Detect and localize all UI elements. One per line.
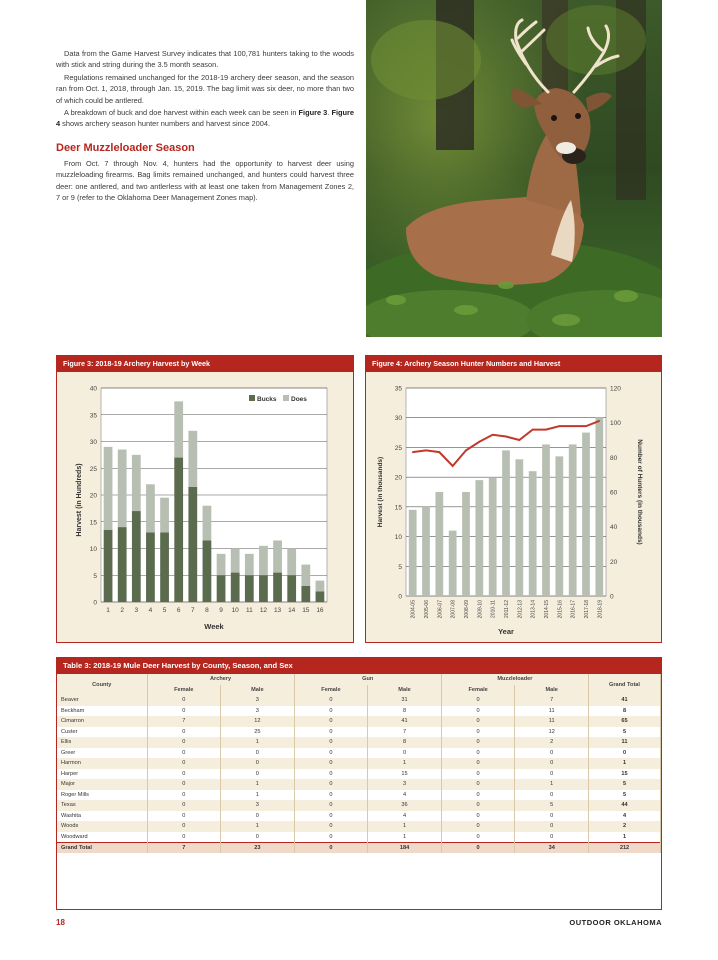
value-cell: 0	[294, 821, 368, 832]
county-cell: Cimarron	[57, 716, 147, 727]
bar-harvest	[435, 492, 443, 596]
bar-does	[118, 450, 127, 528]
figure-4	[365, 355, 662, 643]
bar-does	[301, 565, 310, 586]
bar-harvest	[489, 477, 497, 596]
value-cell: 7	[368, 727, 442, 738]
value-cell: 0	[294, 811, 368, 822]
point-hunters	[465, 450, 467, 452]
value-cell: 0	[221, 769, 295, 780]
value-cell: 0	[441, 758, 515, 769]
total-value-cell: 34	[515, 842, 589, 853]
table-row	[57, 716, 661, 727]
value-cell: 1	[221, 737, 295, 748]
bar-harvest	[555, 456, 563, 596]
y-tick-label: 35	[394, 385, 402, 393]
point-hunters	[425, 450, 427, 452]
x-tick-label: 7	[191, 607, 195, 614]
value-cell: 1	[221, 779, 295, 790]
value-cell: 0	[441, 811, 515, 822]
value-cell: 0	[515, 811, 589, 822]
x-tick-label: 16	[316, 607, 324, 614]
x-tick-label: 4	[148, 607, 153, 614]
value-cell: 12	[221, 716, 295, 727]
bar-does	[245, 554, 254, 575]
table-row	[57, 706, 661, 717]
value-cell: 0	[294, 706, 368, 717]
bar-does	[188, 431, 197, 487]
table-row	[57, 758, 661, 769]
value-cell: 8	[368, 737, 442, 748]
total-value-cell: 0	[294, 842, 368, 853]
text-run: .	[327, 108, 332, 118]
value-cell: 0	[294, 790, 368, 801]
x-axis-label: Year	[498, 627, 514, 636]
grand-total-cell: 2	[589, 821, 661, 832]
bar-harvest	[409, 510, 417, 596]
bar-bucks	[316, 591, 325, 602]
x-tick-label: 2006-07	[437, 600, 444, 619]
y-tick-label: 25	[394, 444, 402, 452]
value-cell: 0	[441, 695, 515, 706]
bar-harvest	[449, 531, 457, 596]
bar-does	[132, 455, 141, 511]
value-cell: 0	[294, 727, 368, 738]
group-header-gun: Gun	[294, 674, 441, 685]
grand-total-cell: 5	[589, 727, 661, 738]
table-3	[56, 657, 662, 910]
figure-reference: Figure 3	[298, 108, 328, 118]
y-axis-label: Harvest (in Hundreds)	[76, 463, 83, 537]
point-hunters	[519, 439, 521, 441]
y2-tick-label: 0	[610, 593, 614, 601]
value-cell: 0	[441, 790, 515, 801]
value-cell: 0	[515, 769, 589, 780]
county-cell: Texas	[57, 800, 147, 811]
value-cell: 0	[147, 790, 221, 801]
y-tick-label: 15	[394, 504, 402, 512]
sub-header: Male	[515, 685, 589, 696]
value-cell: 12	[515, 727, 589, 738]
grand-total-value: 212	[589, 842, 661, 853]
county-cell: Woods	[57, 821, 147, 832]
point-hunters	[479, 441, 481, 443]
table-row	[57, 695, 661, 706]
value-cell: 0	[441, 737, 515, 748]
col-header-grand-total: Grand Total	[589, 674, 661, 695]
bar-bucks	[217, 575, 226, 602]
value-cell: 0	[441, 727, 515, 738]
value-cell: 0	[221, 811, 295, 822]
value-cell: 1	[368, 821, 442, 832]
value-cell: 1	[515, 779, 589, 790]
x-tick-label: 2013-14	[530, 600, 537, 619]
grand-total-cell: 15	[589, 769, 661, 780]
table-row	[57, 800, 661, 811]
value-cell: 0	[441, 769, 515, 780]
bar-does	[104, 447, 113, 530]
bar-bucks	[203, 540, 212, 602]
value-cell: 0	[294, 716, 368, 727]
x-tick-label: 2010-11	[490, 600, 497, 618]
y2-tick-label: 120	[610, 385, 621, 393]
bar-does	[273, 540, 282, 572]
x-tick-label: 2004-05	[410, 600, 417, 619]
x-tick-label: 8	[205, 607, 209, 614]
table-row	[57, 769, 661, 780]
x-axis-label: Week	[204, 622, 224, 631]
sub-header: Female	[441, 685, 515, 696]
value-cell: 4	[368, 811, 442, 822]
total-value-cell: 7	[147, 842, 221, 853]
point-hunters	[439, 451, 441, 453]
value-cell: 11	[515, 716, 589, 727]
total-value-cell: 23	[221, 842, 295, 853]
county-cell: Harmon	[57, 758, 147, 769]
y-tick-label: 5	[93, 572, 97, 580]
grand-total-cell: 0	[589, 748, 661, 759]
deer-photo	[366, 0, 662, 337]
grand-total-cell: 4	[589, 811, 661, 822]
bar-bucks	[259, 575, 268, 602]
value-cell: 0	[221, 832, 295, 843]
y2-tick-label: 40	[610, 524, 618, 532]
table-row	[57, 811, 661, 822]
article-paragraph: Regulations remained unchanged for the 2018-19 archery deer season, and the season ran from Oct. 1, 2018, through Jan. 15, 2019. The bag limit was six deer, no more than two of which could be antlered.	[56, 72, 354, 105]
grand-total-row	[57, 842, 661, 853]
grand-total-cell: 1	[589, 832, 661, 843]
group-header-archery: Archery	[147, 674, 294, 685]
article-paragraph: Data from the Game Harvest Survey indicates that 100,781 hunters taking to the woods with stick and string during the 3.5 month season.	[56, 49, 354, 70]
bar-harvest	[595, 418, 603, 596]
county-cell: Custer	[57, 727, 147, 738]
bar-harvest	[462, 492, 470, 596]
x-tick-label: 2007-08	[450, 600, 457, 619]
text-run: shows archery season hunter numbers and harvest since 2004.	[60, 119, 271, 129]
article-column	[56, 48, 354, 204]
legend-swatch-does	[283, 395, 289, 401]
x-tick-label: 11	[245, 607, 253, 614]
x-tick-label: 3	[134, 607, 139, 614]
value-cell: 15	[368, 769, 442, 780]
legend-label-bucks: Bucks	[257, 396, 277, 403]
value-cell: 5	[515, 800, 589, 811]
page-number: 18	[56, 918, 65, 927]
point-hunters	[599, 420, 601, 422]
point-hunters	[452, 465, 454, 467]
bar-harvest	[529, 471, 537, 596]
bar-does	[259, 546, 268, 575]
bar-harvest	[569, 444, 577, 596]
value-cell: 1	[221, 790, 295, 801]
article-paragraph: From Oct. 7 through Nov. 4, hunters had the opportunity to harvest deer using muzzleloading firearms. Bag limits remained unchanged, and hunters could harvest three deer: one antlered, and two antlerless with at least one taken from Management Zones 2, 7 or 9 (refer to the Oklahoma Deer Management Zones map).	[56, 158, 354, 203]
table-row	[57, 832, 661, 843]
mule-deer-harvest-table	[57, 674, 661, 853]
figure-3-title: Figure 3: 2018-19 Archery Harvest by Week	[57, 356, 353, 372]
value-cell: 0	[147, 779, 221, 790]
point-hunters	[532, 429, 534, 431]
value-cell: 41	[368, 716, 442, 727]
value-cell: 0	[294, 800, 368, 811]
y2-tick-label: 80	[610, 454, 618, 462]
sub-header: Male	[221, 685, 295, 696]
y-tick-label: 30	[89, 439, 97, 446]
value-cell: 2	[515, 737, 589, 748]
y-tick-label: 5	[398, 563, 402, 571]
value-cell: 3	[221, 706, 295, 717]
bar-bucks	[301, 586, 310, 602]
point-hunters	[412, 451, 414, 453]
bar-bucks	[160, 532, 169, 602]
county-cell: Harper	[57, 769, 147, 780]
legend-swatch-bucks	[249, 395, 255, 401]
grand-total-cell: 65	[589, 716, 661, 727]
table-row	[57, 779, 661, 790]
bar-does	[287, 549, 296, 576]
y-tick-label: 15	[89, 519, 97, 527]
value-cell: 0	[147, 737, 221, 748]
value-cell: 0	[368, 748, 442, 759]
county-cell: Beaver	[57, 695, 147, 706]
x-tick-label: 2009-10	[477, 600, 484, 619]
x-tick-label: 6	[176, 607, 181, 614]
value-cell: 0	[441, 748, 515, 759]
y-tick-label: 25	[89, 465, 97, 473]
bar-bucks	[287, 575, 296, 602]
col-header-county: County	[57, 674, 147, 695]
bar-harvest	[582, 433, 590, 596]
x-tick-label: 2015-16	[557, 600, 564, 619]
value-cell: 0	[147, 800, 221, 811]
bar-does	[160, 498, 169, 533]
x-tick-label: 2008-09	[464, 600, 470, 619]
value-cell: 31	[368, 695, 442, 706]
value-cell: 0	[294, 737, 368, 748]
y-tick-label: 35	[89, 412, 97, 420]
x-tick-label: 2011-12	[504, 600, 510, 618]
value-cell: 8	[368, 706, 442, 717]
bar-does	[231, 549, 240, 573]
value-cell: 0	[147, 811, 221, 822]
article-paragraph	[56, 107, 354, 130]
x-tick-label: 2014-15	[544, 600, 550, 619]
table-title: Table 3: 2018-19 Mule Deer Harvest by County, Season, and Sex	[57, 658, 661, 674]
value-cell: 0	[294, 769, 368, 780]
value-cell: 0	[441, 779, 515, 790]
legend-label-does: Does	[291, 396, 307, 403]
value-cell: 0	[147, 832, 221, 843]
value-cell: 1	[368, 832, 442, 843]
value-cell: 0	[515, 748, 589, 759]
figure-4-chart	[366, 372, 661, 642]
bar-does	[203, 506, 212, 541]
y-tick-label: 0	[93, 599, 97, 607]
x-tick-label: 9	[219, 607, 223, 614]
x-tick-label: 2012-13	[517, 600, 524, 619]
county-cell: Roger Mills	[57, 790, 147, 801]
deer-photo-illustration	[366, 0, 662, 337]
text-run: A breakdown of buck and doe harvest within each week can be seen in	[64, 108, 299, 118]
table-row	[57, 748, 661, 759]
bar-bucks	[132, 511, 141, 602]
value-cell: 0	[294, 758, 368, 769]
table-row	[57, 821, 661, 832]
value-cell: 0	[441, 706, 515, 717]
grand-total-cell: 5	[589, 779, 661, 790]
value-cell: 25	[221, 727, 295, 738]
y-axis-label: Harvest (in thousands)	[377, 456, 384, 528]
point-hunters	[559, 425, 561, 427]
grand-total-cell: 1	[589, 758, 661, 769]
value-cell: 0	[294, 748, 368, 759]
bar-does	[316, 581, 325, 592]
sub-header: Male	[368, 685, 442, 696]
x-tick-label: 2	[120, 607, 124, 614]
group-header-muzzleloader: Muzzleloader	[441, 674, 588, 685]
value-cell: 1	[221, 821, 295, 832]
value-cell: 0	[147, 695, 221, 706]
bar-bucks	[245, 575, 254, 602]
y-tick-label: 20	[394, 474, 402, 482]
county-cell: Woodward	[57, 832, 147, 843]
table-row	[57, 737, 661, 748]
point-hunters	[492, 434, 494, 436]
x-tick-label: 1	[106, 607, 110, 614]
point-hunters	[585, 425, 587, 427]
table-body	[57, 695, 661, 853]
sub-header: Female	[294, 685, 368, 696]
grand-total-cell: 11	[589, 737, 661, 748]
bar-harvest	[422, 507, 430, 596]
y2-tick-label: 20	[610, 558, 618, 566]
value-cell: 0	[294, 695, 368, 706]
value-cell: 0	[147, 821, 221, 832]
value-cell: 11	[515, 706, 589, 717]
value-cell: 7	[147, 716, 221, 727]
bar-bucks	[188, 487, 197, 602]
grand-total-cell: 44	[589, 800, 661, 811]
bar-bucks	[146, 532, 155, 602]
value-cell: 0	[515, 832, 589, 843]
table-row	[57, 727, 661, 738]
magazine-name: OUTDOOR OKLAHOMA	[569, 918, 662, 927]
value-cell: 3	[221, 695, 295, 706]
bar-bucks	[231, 573, 240, 602]
bar-bucks	[104, 530, 113, 602]
y-tick-label: 40	[89, 385, 97, 393]
bar-bucks	[118, 527, 127, 602]
value-cell: 0	[147, 758, 221, 769]
value-cell: 0	[515, 790, 589, 801]
bar-does	[174, 401, 183, 457]
county-cell: Greer	[57, 748, 147, 759]
value-cell: 1	[368, 758, 442, 769]
value-cell: 36	[368, 800, 442, 811]
figure-3-chart	[57, 372, 353, 642]
x-tick-label: 10	[231, 607, 239, 614]
y-tick-label: 0	[398, 593, 402, 601]
bar-does	[217, 554, 226, 575]
y2-tick-label: 100	[610, 420, 621, 428]
bar-harvest	[542, 444, 550, 596]
bar-harvest	[515, 459, 523, 596]
value-cell: 4	[368, 790, 442, 801]
x-tick-label: 2018-19	[597, 600, 604, 619]
value-cell: 0	[515, 758, 589, 769]
value-cell: 0	[147, 727, 221, 738]
y2-axis-label: Number of Hunters (in thousands)	[636, 439, 643, 545]
grand-total-cell: 41	[589, 695, 661, 706]
value-cell: 0	[515, 821, 589, 832]
y-tick-label: 10	[394, 534, 402, 542]
x-tick-label: 14	[288, 607, 296, 614]
total-value-cell: 0	[441, 842, 515, 853]
sub-header: Female	[147, 685, 221, 696]
y2-tick-label: 60	[610, 489, 618, 497]
x-tick-label: 15	[302, 607, 310, 614]
value-cell: 3	[368, 779, 442, 790]
x-tick-label: 5	[162, 607, 167, 614]
y-tick-label: 30	[394, 415, 402, 423]
x-tick-label: 12	[259, 607, 268, 614]
point-hunters	[505, 436, 507, 438]
y-tick-label: 20	[89, 492, 97, 500]
bar-bucks	[273, 573, 282, 602]
figure-3	[56, 355, 354, 643]
value-cell: 0	[221, 758, 295, 769]
value-cell: 0	[441, 800, 515, 811]
grand-total-cell: 8	[589, 706, 661, 717]
value-cell: 0	[441, 716, 515, 727]
bar-does	[146, 484, 155, 532]
value-cell: 0	[147, 769, 221, 780]
value-cell: 0	[294, 779, 368, 790]
county-cell: Ellis	[57, 737, 147, 748]
value-cell: 0	[147, 748, 221, 759]
value-cell: 0	[294, 832, 368, 843]
bar-harvest	[502, 450, 510, 596]
grand-total-cell: 5	[589, 790, 661, 801]
x-tick-label: 2017-18	[584, 600, 590, 619]
y-tick-label: 10	[89, 546, 97, 553]
value-cell: 7	[515, 695, 589, 706]
bar-bucks	[174, 458, 183, 602]
section-heading: Deer Muzzleloader Season	[56, 141, 195, 154]
total-value-cell: 184	[368, 842, 442, 853]
x-tick-label: 2016-17	[570, 600, 577, 619]
table-row	[57, 790, 661, 801]
x-tick-label: 13	[273, 607, 282, 614]
county-cell: Beckham	[57, 706, 147, 717]
grand-total-label: Grand Total	[57, 842, 147, 853]
figure-4-title: Figure 4: Archery Season Hunter Numbers and Harvest	[366, 356, 661, 372]
county-cell: Washita	[57, 811, 147, 822]
value-cell: 0	[221, 748, 295, 759]
point-hunters	[545, 429, 547, 431]
county-cell: Major	[57, 779, 147, 790]
x-tick-label: 2005-06	[424, 600, 430, 619]
value-cell: 0	[147, 706, 221, 717]
figure-reference: Figure 4	[56, 108, 355, 129]
value-cell: 0	[441, 821, 515, 832]
point-hunters	[572, 425, 574, 427]
value-cell: 0	[441, 832, 515, 843]
value-cell: 3	[221, 800, 295, 811]
bar-harvest	[475, 480, 483, 596]
